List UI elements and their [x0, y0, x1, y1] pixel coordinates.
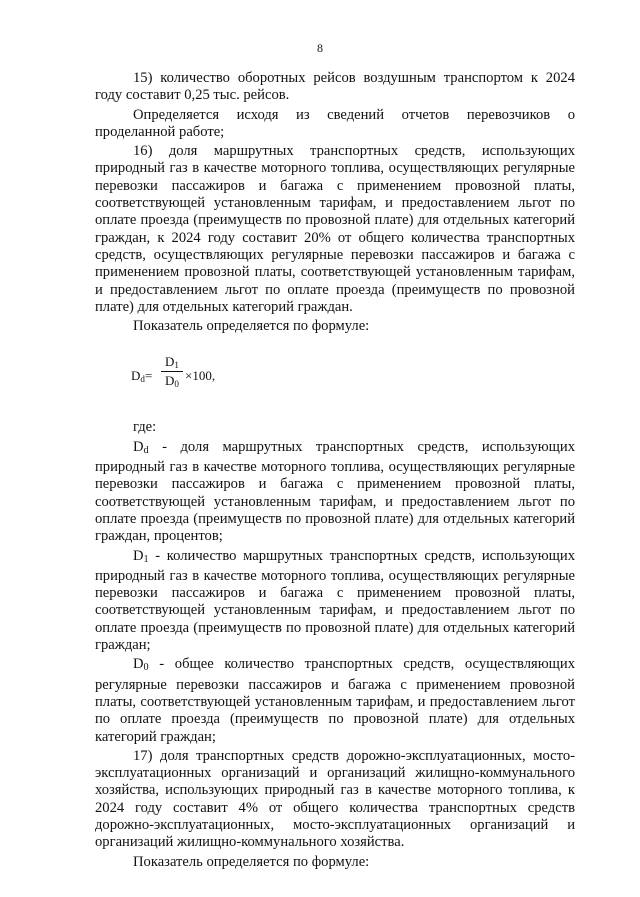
- formula-denominator: $D_0$: [165, 373, 179, 390]
- formula-dd: [131, 354, 575, 400]
- formula-intro-2: Показатель определяется по формуле:: [133, 853, 370, 870]
- definition-dd: $D_d$ - доля маршрутных транспортных средств, использующих природный газ в качестве моторного топлива, осуществляющих регулярные перевозки пассажиров и багажа с применением провозной платы, соответствующей установленным тарифам, и предоставлением льгот по оплате проезда (преимуществ по провозной плате) для отдельных категорий граждан, процентов;: [95, 438, 575, 545]
- paragraph-15-method: Определяется исходя из сведений отчетов перевозчиков о проделанной работе;: [95, 106, 575, 140]
- page-number: 8: [317, 41, 323, 55]
- paragraph-15: 15) количество оборотных рейсов воздушным транспортом к 2024 году составит 0,25 тыс. рейсов.: [95, 70, 575, 104]
- fraction-bar: [161, 371, 183, 372]
- formula-intro: Показатель определяется по формуле:: [133, 318, 370, 335]
- where-label: где:: [133, 419, 157, 436]
- definition-d1: $D_1$ - количество маршрутных транспортных средств, использующих природный газ в качестве моторного топлива, осуществляющих регулярные перевозки пассажиров и багажа с применением провозной платы, соответствующей установленным тарифам, и предоставлением льгот по оплате проезда (преимуществ по провозной плате) для отдельных категорий граждан;: [95, 547, 575, 654]
- definition-d0: $D_0$ - общее количество транспортных средств, осуществляющих регулярные перевозки пассажиров и багажа с применением провозной платы, соответствующей установленным тарифам, и предоставлением льгот по оплате проезда (преимуществ по провозной плате) для отдельных категорий граждан;: [95, 656, 575, 745]
- formula-fraction: [161, 354, 183, 389]
- formula-lhs: $D_d=$: [131, 368, 153, 385]
- formula-numerator: $D_1$: [165, 354, 179, 371]
- document-body: [95, 70, 575, 873]
- formula-rhs: ×100,: [185, 368, 216, 384]
- paragraph-17: 17) доля транспортных средств дорожно-эксплуатационных, мосто-эксплуатационных организаций и организаций жилищно-коммунального хозяйства, использующих природный газ в качестве моторного топлива, к 2024 году составит 4% от общего количества транспортных средств дорожно-эксплуатационных, мосто-эксплуатационных организаций и организаций жилищно-коммунального хозяйства.: [95, 747, 575, 851]
- paragraph-16: 16) доля маршрутных транспортных средств, использующих природный газ в качестве моторного топлива, осуществляющих регулярные перевозки пассажиров и багажа с применением провозной платы, соответствующей установленным тарифам, и предоставлением льгот по оплате проезда (преимуществ по провозной плате) для отдельных категорий граждан, к 2024 году составит 20% от общего количества транспортных средств, осуществляющих регулярные перевозки пассажиров и багажа с применением провозной платы, соответствующей установленным тарифам, и предоставлением льгот по оплате проезда (преимуществ по провозной плате) для отдельных категорий граждан.: [95, 143, 575, 315]
